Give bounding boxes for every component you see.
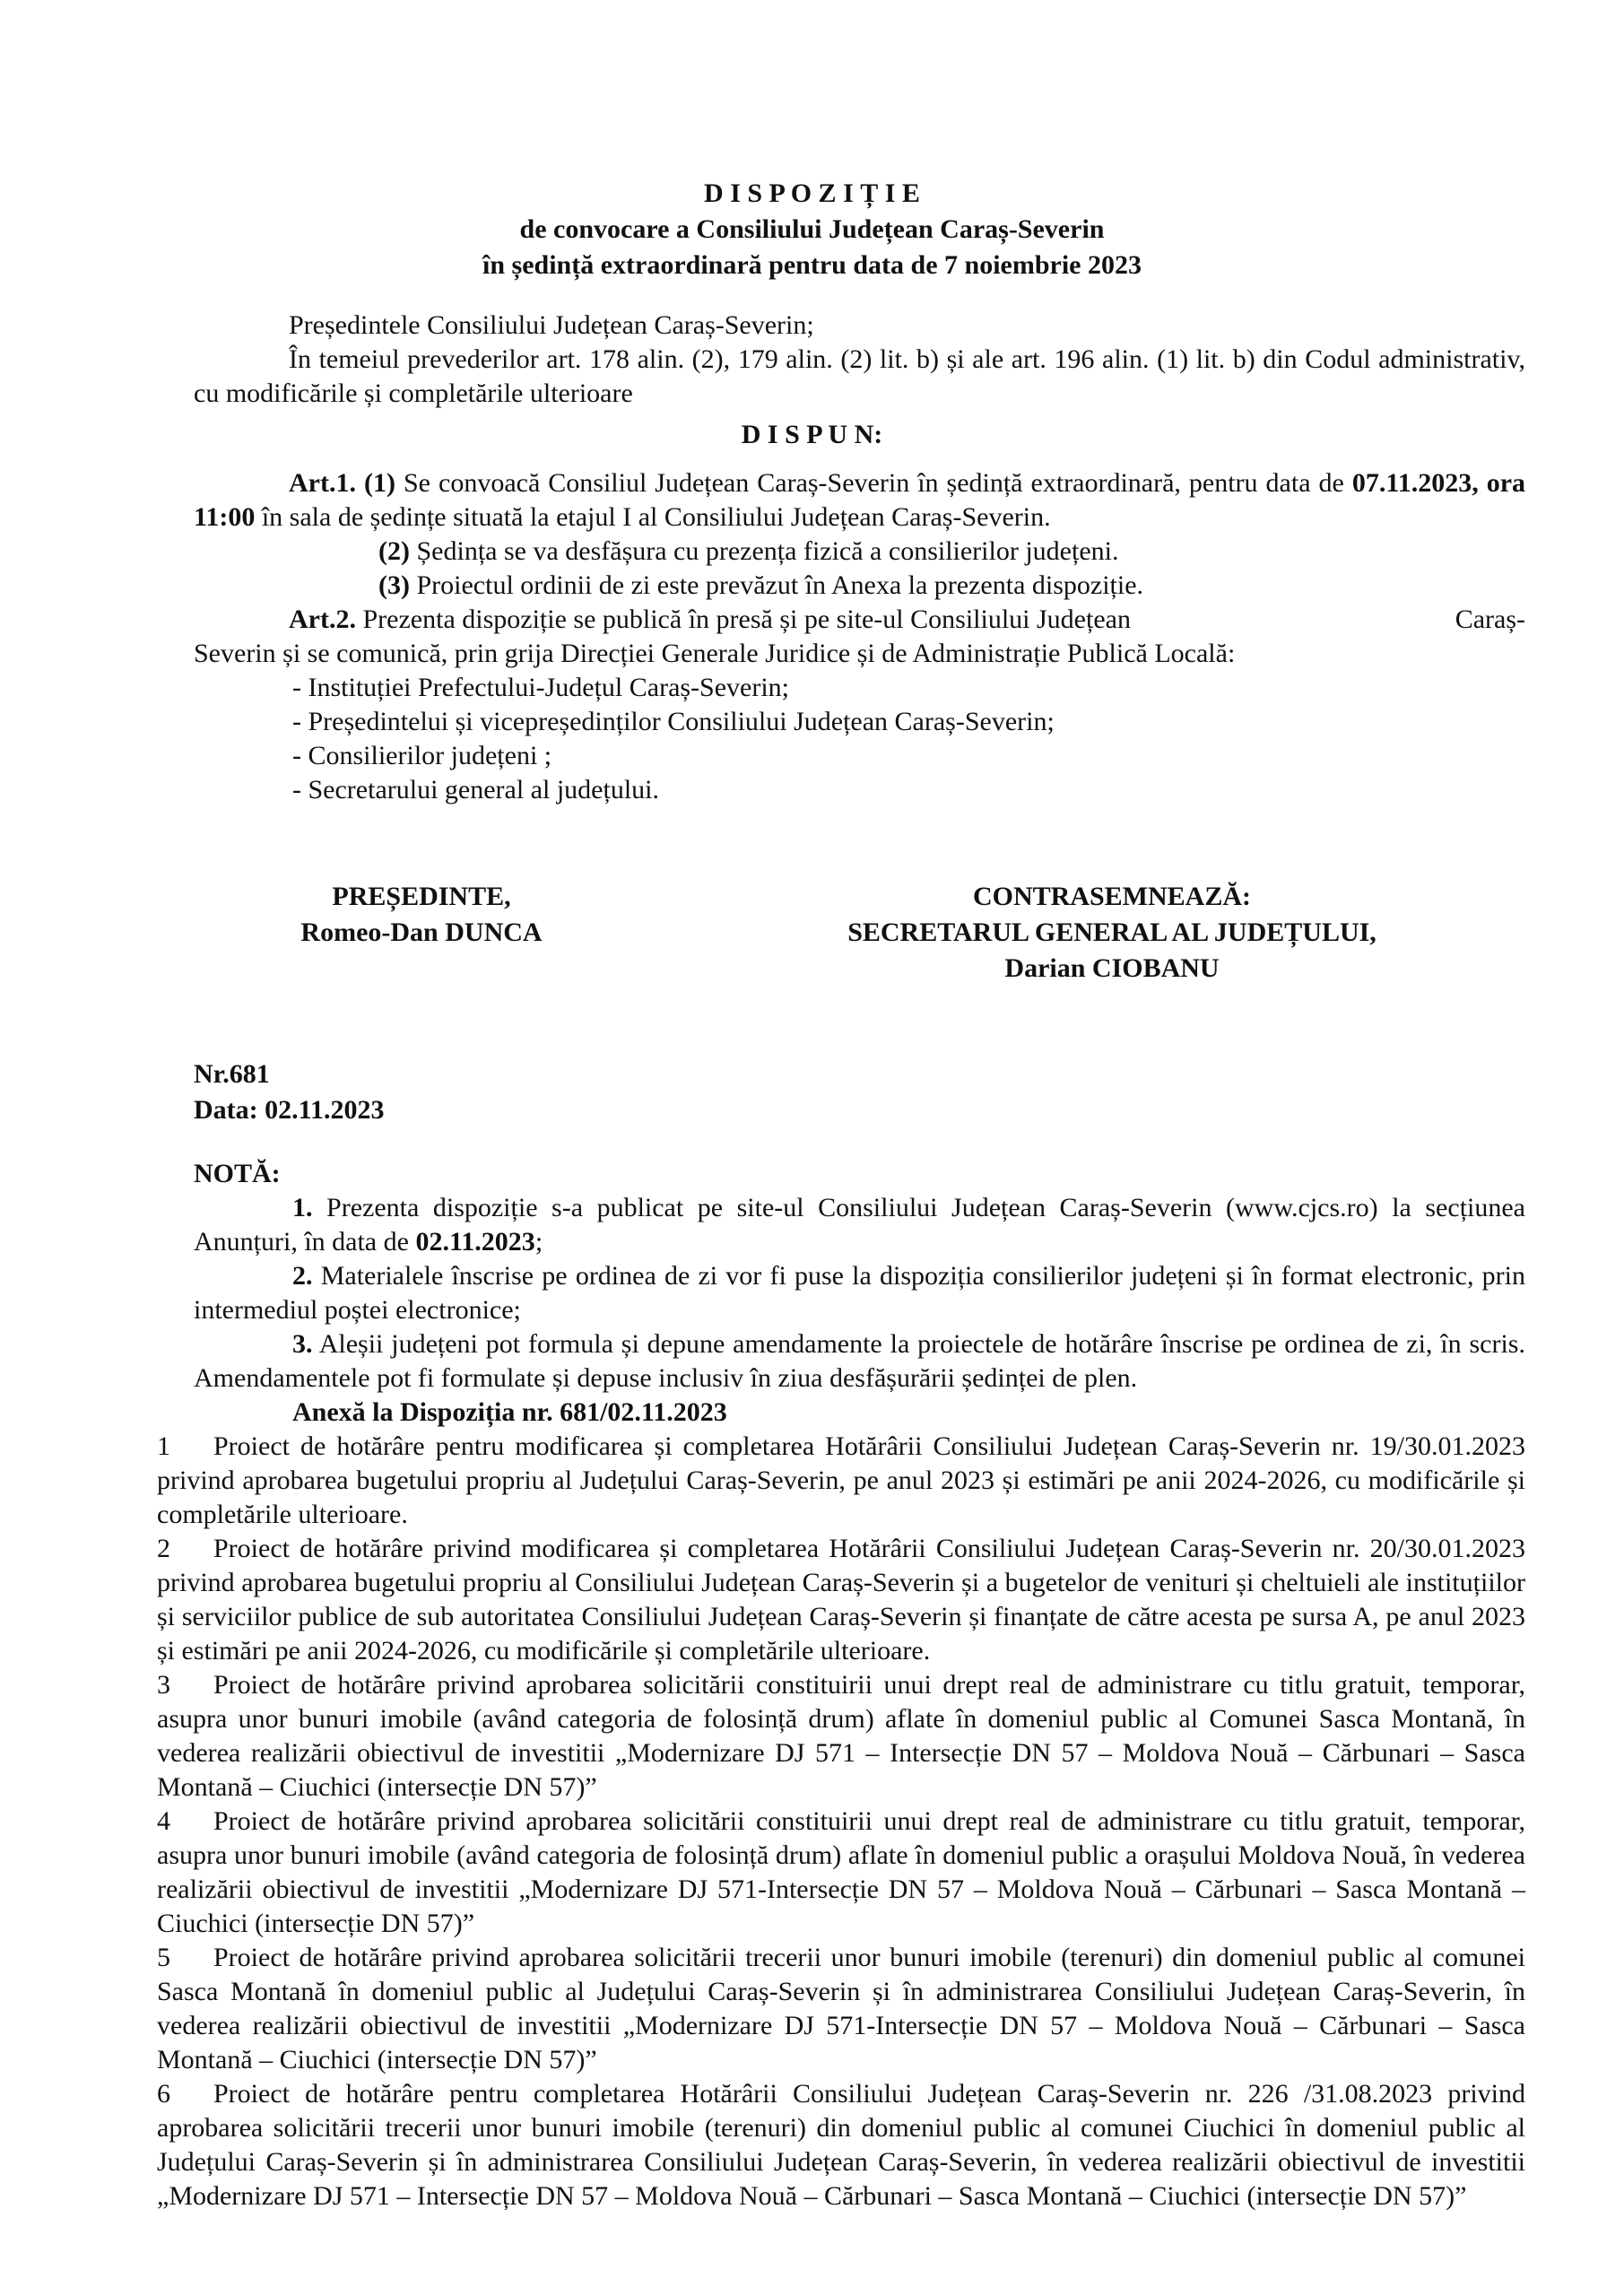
- annex-item: 6 Proiect de hotărâre pentru completarea Hotărârii Consiliului Județean Caraș-Severin nr. 226 /31.08.2023 privind aprobarea solicitării trecerii unor bunuri imobile (terenuri) din domeniul public al comunei Ciuchici în domeniul public al Județului Caraș-Severin și în administrarea Consiliului Județean Caraș-Severin, în vederea realizării obiectivul de investitii „Modernizare DJ 571 – Intersecție DN 57 – Moldova Nouă – Cărbunari – Sasca Montană – Ciuchici (intersecție DN 57)”: [157, 2079, 1525, 2211]
- preamble: [194, 309, 1525, 411]
- note-title: NOTĂ:: [194, 1159, 281, 1188]
- article-1-label: Art.1.: [289, 468, 356, 498]
- dispun-heading: D I S P U N:: [741, 420, 883, 449]
- note-section: [194, 1157, 1525, 1430]
- article-2-communication: Severin și se comunică, prin grija Direcției Generale Juridice și de Administrație Publică Locală:: [194, 639, 1236, 668]
- article-1-paragraph-2: (2) Ședința se va desfășura cu prezența fizică a consilierilor județeni.: [378, 536, 1119, 566]
- countersign-title: CONTRASEMNEAZĂ:: [972, 882, 1252, 911]
- signature-right: [771, 879, 1453, 987]
- document-title: D I S P O Z I Ț I E: [704, 178, 920, 208]
- preamble-legal-basis: În temeiul prevederilor art. 178 alin. (2), 179 alin. (2) lit. b) și ale art. 196 alin. (1) lit. b) din Codul administrativ, cu modificările și completările ulterioare: [194, 344, 1525, 408]
- president-title: PREȘEDINTE,: [332, 882, 511, 911]
- annex-title: Anexă la Dispoziția nr. 681/02.11.2023: [292, 1397, 727, 1427]
- article-1-paragraph-1: Art.1. (1) Se convoacă Consiliul Județean Caraș-Severin în ședință extraordinară, pentru data de 07.11.2023, ora 11:00 în sala de ședințe situată la etajul I al Consiliului Județean Caraș-Severin.: [194, 468, 1526, 532]
- document-subtitle-1: de convocare a Consiliului Județean Caraș-Severin: [519, 214, 1105, 244]
- document-header: [0, 176, 1624, 283]
- preamble-president: Președintele Consiliului Județean Caraș-Severin;: [289, 310, 814, 340]
- note-item-2: 2. Materialele înscrise pe ordinea de zi vor fi puse la dispoziția consilierilor județeni și în format electronic, prin intermediul poștei electronice;: [194, 1261, 1526, 1325]
- article-1: [194, 466, 1525, 603]
- signature-left: [269, 879, 574, 951]
- registration-date: Data: 02.11.2023: [194, 1095, 385, 1125]
- article-2-paragraph: Art.2. Prezenta dispoziție se publică în presă și pe site-ul Consiliului Județean Caraș-: [289, 604, 1525, 634]
- annex-item: 1 Proiect de hotărâre pentru modificarea și completarea Hotărârii Consiliului Județean Caraș-Severin nr. 19/30.01.2023 privind aprobarea bugetului propriu al Județului Caraș-Severin, pe anul 2023 și estimări pe anii 2024-2026, cu modificările și completările ulterioare.: [157, 1431, 1525, 1529]
- recipients-list: [194, 671, 1525, 807]
- annex-item: 2 Proiect de hotărâre privind modificarea și completarea Hotărârii Consiliului Județean Caraș-Severin nr. 20/30.01.2023 privind aprobarea bugetului propriu al Consiliului Județean Caraș-Severin și a bugetelor de venituri și cheltuieli ale instituțiilor și serviciilor publice de sub autoritatea Consiliului Județean Caraș-Severin și finanțate de către acesta pe sursa A, pe anul 2023 și estimări pe anii 2024-2026, cu modificările și completările ulterioare.: [157, 1534, 1525, 1665]
- president-name: Romeo-Dan DUNCA: [300, 918, 543, 947]
- article-2-label: Art.2.: [289, 604, 356, 634]
- list-item: - Președintelui și vicepreședinților Consiliului Județean Caraș-Severin;: [292, 707, 1055, 736]
- registration-info: [194, 1057, 732, 1128]
- article-1-paragraph-3: (3) Proiectul ordinii de zi este prevăzut în Anexa la prezenta dispoziție.: [378, 570, 1144, 600]
- annex-item: 3 Proiect de hotărâre privind aprobarea solicitării constituirii unui drept real de administrare cu titlu gratuit, temporar, asupra unor bunuri imobile (având categoria de folosință drum) aflate în domeniul public al Comunei Sasca Montană, în vederea realizării obiectivul de investitii „Modernizare DJ 571 – Intersecție DN 57 – Moldova Nouă – Cărbunari – Sasca Montană – Ciuchici (intersecție DN 57)”: [157, 1670, 1525, 1802]
- document-subtitle-2: în ședință extraordinară pentru data de 7 noiembrie 2023: [482, 250, 1142, 280]
- note-item-3: 3. Aleșii județeni pot formula și depune amendamente la proiectele de hotărâre înscrise pe ordinea de zi, în scris. Amendamentele pot fi formulate și depuse inclusiv în ziua desfășurării ședinței de plen.: [194, 1329, 1525, 1393]
- registration-number: Nr.681: [194, 1059, 270, 1089]
- article-2: [194, 603, 1525, 807]
- annex-list: [157, 1430, 1525, 2213]
- annex-item: 4 Proiect de hotărâre privind aprobarea solicitării constituirii unui drept real de administrare cu titlu gratuit, temporar, asupra unor bunuri imobile (având categoria de folosință drum) aflate în domeniul public a orașului Moldova Nouă, în vederea realizării obiectivul de investitii „Modernizare DJ 571-Intersecție DN 57 – Moldova Nouă – Cărbunari – Sasca Montană – Ciuchici (intersecție DN 57)”: [157, 1806, 1525, 1938]
- list-item: - Consilierilor județeni ;: [292, 741, 552, 770]
- secretary-role: SECRETARUL GENERAL AL JUDEȚULUI,: [847, 918, 1376, 947]
- annex-item: 5 Proiect de hotărâre privind aprobarea solicitării trecerii unor bunuri imobile (terenuri) din domeniul public al comunei Sasca Montană în domeniul public al Județului Caraș-Severin și în administrarea Consiliului Județean Caraș-Severin, în vederea realizării obiectivul de investitii „Modernizare DJ 571-Intersecție DN 57 – Moldova Nouă – Cărbunari – Sasca Montană – Ciuchici (intersecție DN 57)”: [157, 1943, 1525, 2074]
- secretary-name: Darian CIOBANU: [1004, 953, 1220, 983]
- note-item-1: 1. Prezenta dispoziție s-a publicat pe site-ul Consiliului Județean Caraș-Severin (www.cjcs.ro) la secțiunea Anunțuri, în data de 02.11.2023;: [194, 1193, 1525, 1257]
- list-item: - Secretarului general al județului.: [292, 775, 659, 804]
- list-item: - Instituției Prefectului-Județul Caraș-Severin;: [292, 673, 790, 702]
- meeting-date-time: 07.11.2023, ora 11:00: [194, 468, 1526, 532]
